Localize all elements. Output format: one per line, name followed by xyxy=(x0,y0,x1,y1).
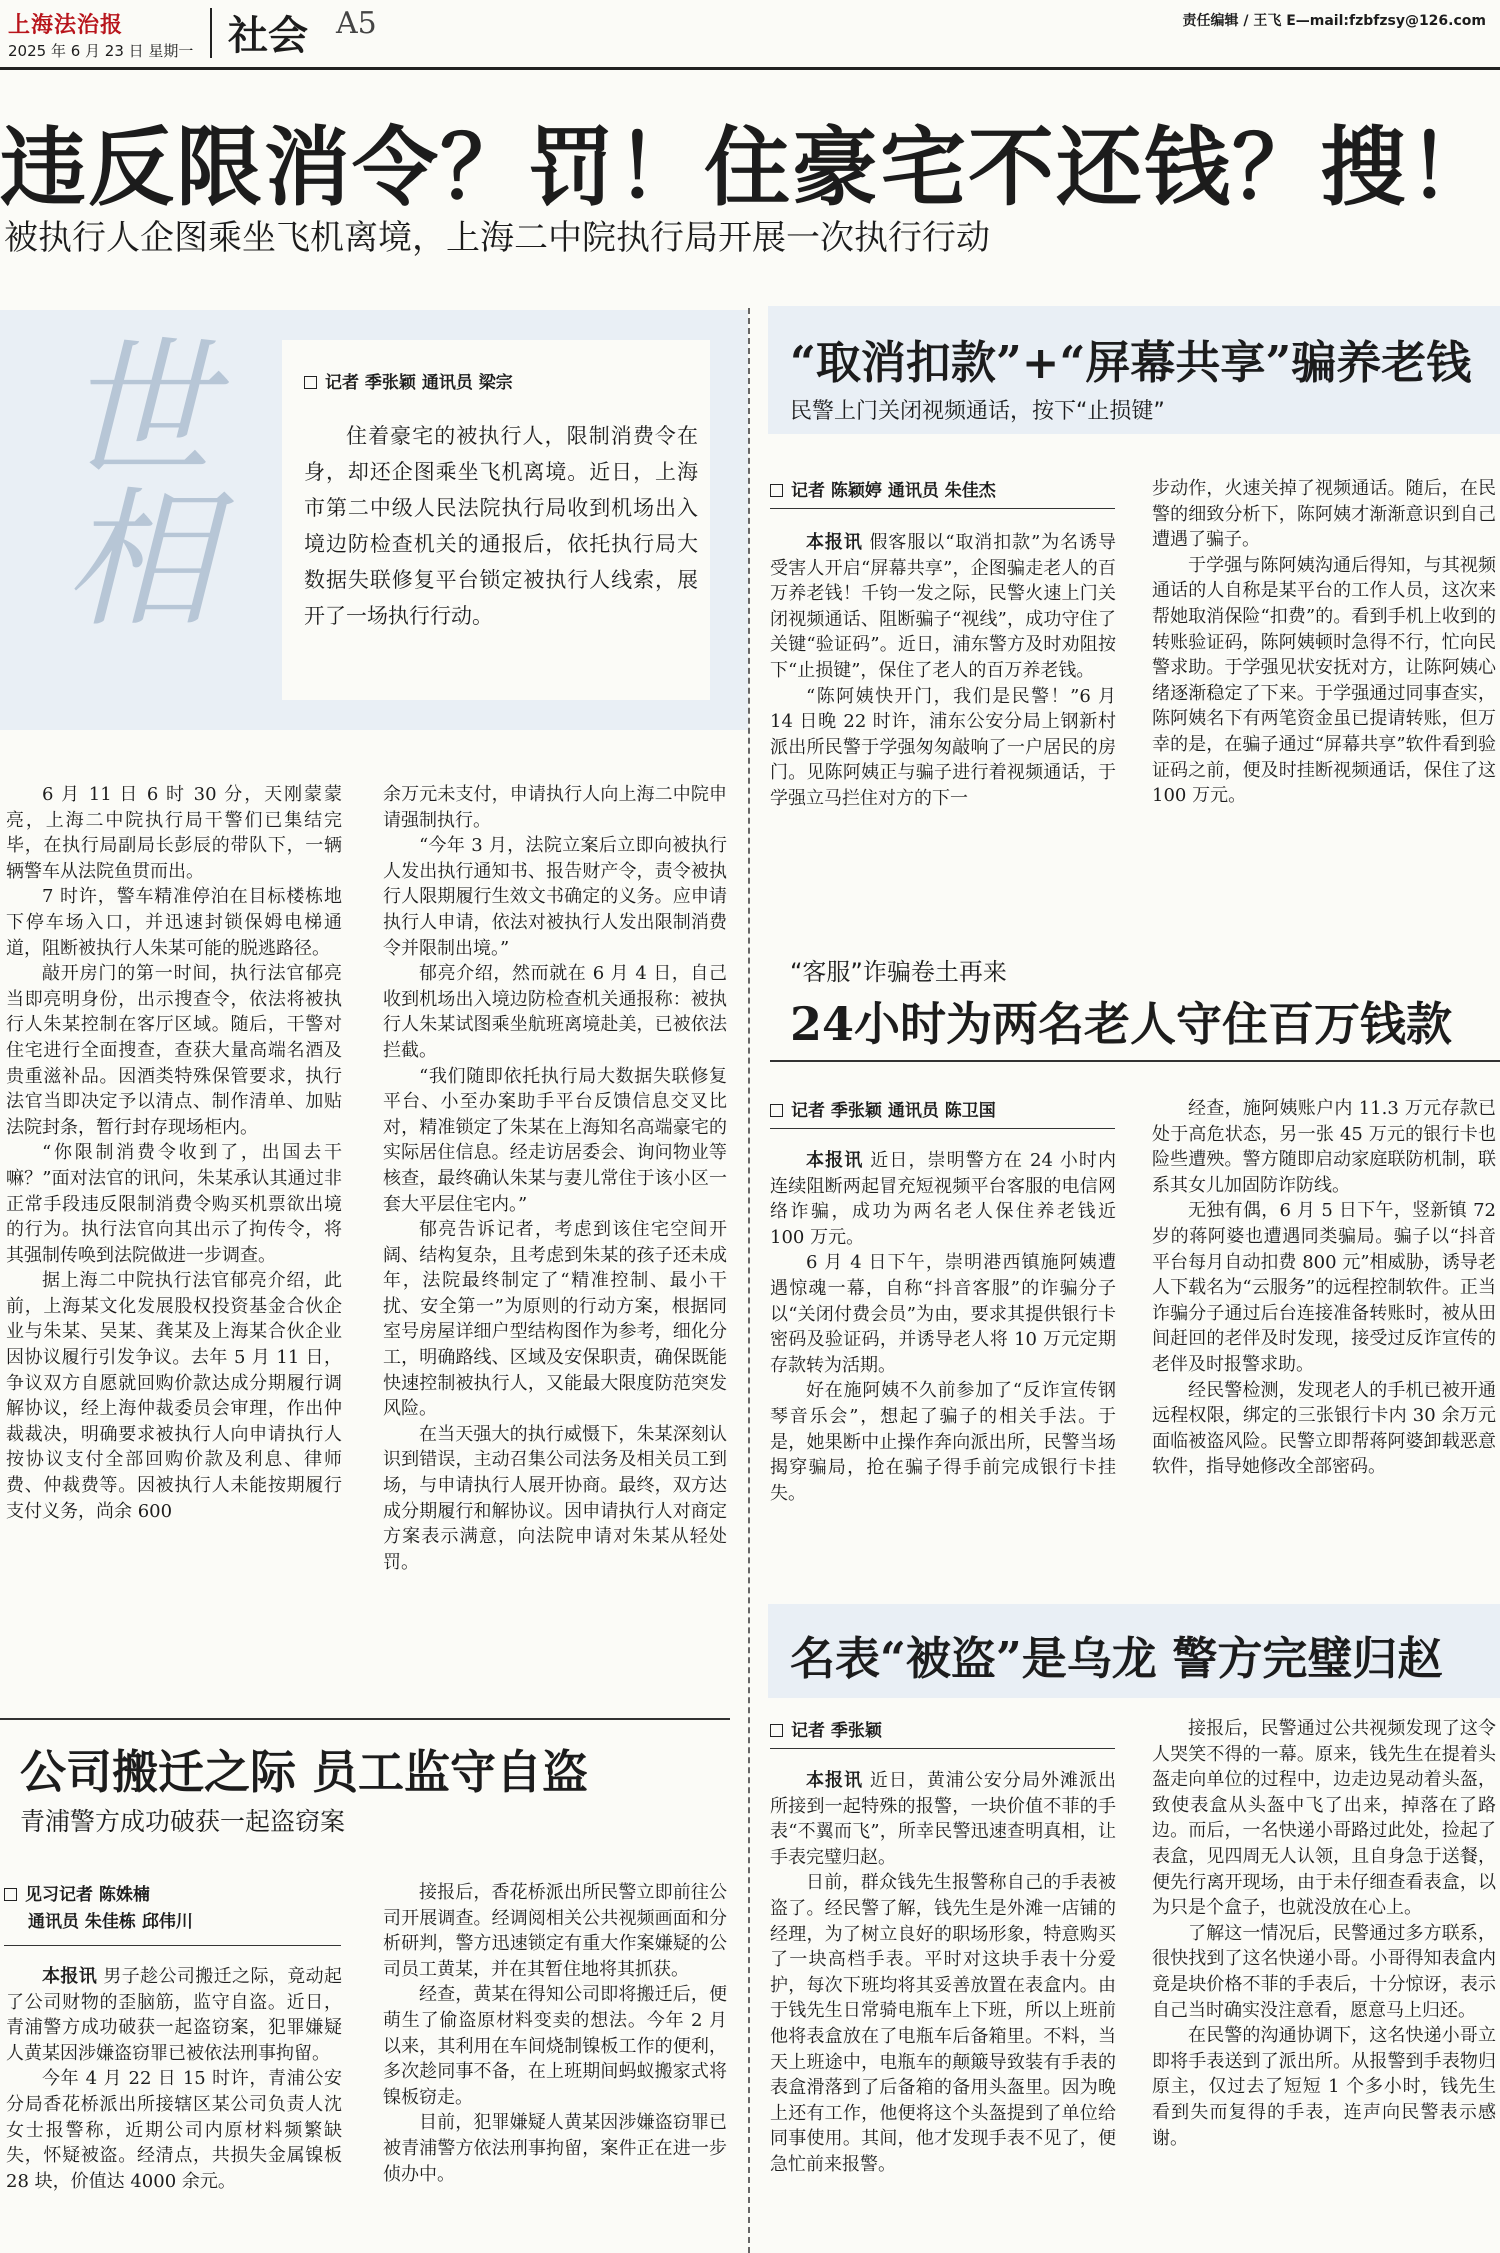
lead-summary-card xyxy=(282,340,710,700)
story-c-byline-rule xyxy=(4,1945,341,1946)
byline-square-icon xyxy=(4,1888,17,1901)
story-d-col2 xyxy=(1152,1716,1496,2151)
story-b-kicker: “客服”诈骗卷土再来 xyxy=(790,958,1007,986)
paragraph: 目前，犯罪嫌疑人黄某因涉嫌盗窃罪已被青浦警方依法刑事拘留，案件正在进一步侦办中。 xyxy=(383,2112,727,2185)
masthead-divider xyxy=(210,8,212,58)
paragraph: 步动作，火速关掉了视频通话。随后，在民警的细致分析下，陈阿姨才渐渐意识到自己遭遇了骗子。 xyxy=(1152,478,1496,551)
paragraph: “你限制消费令收到了，出国去干嘛？”面对法官的讯问，朱某承认其通过非正常手段违反限制消费令购买机票欲出境的行为。执行法官向其出示了拘传令，将其强制传唤到法院做进一步调查。 xyxy=(6,1142,342,1266)
editor-credit: 责任编辑 / 王飞 E—mail:fzbfzsy@126.com xyxy=(1182,13,1486,29)
paragraph: 6 月 11 日 6 时 30 分，天刚蒙蒙亮，上海二中院执行局干警们已集结完毕，在执行局副局长彭辰的带队下，一辆辆警车从法院鱼贯而出。 xyxy=(6,784,342,882)
paragraph: “今年 3 月，法院立案后立即向被执行人发出执行通知书、报告财产令，责令被执行人限期履行生效文书确定的义务。应申请执行人申请，依法对被执行人发出限制消费令并限制出境。” xyxy=(383,835,727,959)
story-c-headline: 公司搬迁之际 员工监守自盗 xyxy=(20,1745,589,1799)
story-c-top-rule xyxy=(0,1718,730,1720)
dateline-label: 本报讯 xyxy=(42,1966,98,1987)
paragraph: 了解这一情况后，民警通过多方联系，很快找到了这名快递小哥。小哥得知表盒内竟是块价格不菲的手表后，十分惊讶，表示自己当时确实没注意看，愿意马上归还。 xyxy=(1152,1922,1496,2021)
story-d-headline: 名表“被盗”是乌龙 警方完璧归赵 xyxy=(790,1632,1443,1685)
lead-summary-box xyxy=(0,310,748,730)
paragraph: 在民警的沟通协调下，这名快递小哥立即将手表送到了派出所。从报警到手表物归原主，仅过去了短短 1 个多小时，钱先生看到失而复得的手表，连声向民警表示感谢。 xyxy=(1152,2025,1496,2149)
lead-summary: 住着豪宅的被执行人，限制消费令在身，却还企图乘坐飞机离境。近日，上海市第二中级人民法院执行局收到机场出入境边防检查机关的通报后，依托执行局大数据失联修复平台锁定被执行人线索，展开了一场执行行动。 xyxy=(304,424,698,628)
story-b-top-rule xyxy=(770,1060,1500,1062)
masthead-rule xyxy=(0,67,1500,70)
story-c-subhead: 青浦警方成功破获一起盗窃案 xyxy=(20,1807,346,1836)
story-b-col1 xyxy=(770,1148,1116,1506)
paragraph: “陈阿姨快开门，我们是民警！”6 月 14 日晚 22 时许，浦东公安分局上钢新村派出所民警于学强匆匆敲响了一户居民的房门。见陈阿姨正与骗子进行着视频通话，于学强立马拦住对方的下一 xyxy=(770,685,1116,809)
dateline-label: 本报讯 xyxy=(806,532,863,553)
story-a-byline-rule xyxy=(770,508,1115,509)
lead-headline: 违反限消令？罚！住豪宅不还钱？搜！ xyxy=(0,117,1496,218)
lead-body-col2 xyxy=(383,782,727,1575)
lead-body-col1 xyxy=(6,782,342,1524)
paragraph: 郁亮介绍，然而就在 6 月 4 日，自己收到机场出入境边防检查机关通报称：被执行人朱某试图乘坐航班离境赴美，已被依法拦截。 xyxy=(383,963,727,1061)
paragraph: 6 月 4 日下午，崇明港西镇施阿姨遭遇惊魂一幕，自称“抖音客服”的诈骗分子以“关闭付费会员”为由，要求其提供银行卡密码及验证码，并诱导老人将 10 万元定期存款转为活期。 xyxy=(770,1252,1116,1376)
paragraph: 敲开房门的第一时间，执行法官郁亮当即亮明身份，出示搜查令，依法将被执行人朱某控制在客厅区域。随后，干警对住宅进行全面搜查，查获大量高端名酒及贵重滋补品。因酒类特殊保管要求，执行法官当即决定予以清点、制作清单、加贴法院封条，暂行封存现场柜内。 xyxy=(6,963,342,1138)
byline-square-icon xyxy=(770,1724,783,1737)
lead-subhead: 被执行人企图乘坐飞机离境，上海二中院执行局开展一次执行行动 xyxy=(4,218,990,258)
story-a-subhead: 民警上门关闭视频通话，按下“止损键” xyxy=(790,399,1165,424)
story-a-headline: “取消扣款”+“屏幕共享”骗养老钱 xyxy=(790,336,1472,389)
paragraph: 今年 4 月 22 日 15 时许，青浦公安分局香花桥派出所接辖区某公司负责人沈女士报警称，近期公司内原材料频繁缺失，怀疑被盗。经清点，共损失金属镍板 28 块，价值达 4000 余元。 xyxy=(6,2068,342,2192)
story-c-col1 xyxy=(6,1964,342,2194)
paragraph: 好在施阿姨不久前参加了“反诈宣传钢琴音乐会”，想起了骗子的相关手法。于是，她果断中止操作奔向派出所，民警当场揭穿骗局，抢在骗子得手前完成银行卡挂失。 xyxy=(770,1380,1116,1504)
story-d-byline-rule xyxy=(770,1748,1115,1749)
story-d-col1 xyxy=(770,1768,1116,2178)
story-c-byline: 见习记者 陈姝楠 通讯员 朱佳栋 邱伟川 xyxy=(4,1882,354,1936)
byline-square-icon xyxy=(770,1104,783,1117)
story-d-byline: 记者 季张颖 xyxy=(770,1716,882,1741)
column-label-shiXiang: 世相 xyxy=(38,330,212,630)
paragraph: 据上海二中院执行法官郁亮介绍，此前，上海某文化发展股权投资基金合伙企业与朱某、吴某、龚某及上海某合伙企业因协议履行引发争议。去年 5 月 11 日，争议双方自愿就回购价款达成分期履行调解协议，经上海仲裁委员会审理，作出仲裁裁决，明确要求被执行人向申请执行人按协议支付全部回购价款及利息、律师费、仲裁费等。因被执行人未能按期履行支付义务，尚余 600 xyxy=(6,1270,342,1522)
paragraph: “我们随即依托执行局大数据失联修复平台、小至办案助手平台反馈信息交叉比对，精准锁定了朱某在上海知名高端豪宅的实际居住信息。经走访居委会、询问物业等核查，最终确认朱某与妻儿常住于该小区一套大平层住宅内。” xyxy=(383,1065,727,1215)
story-b-col2 xyxy=(1152,1096,1496,1480)
story-b-headline: 24小时为两名老人守住百万钱款 xyxy=(790,997,1453,1051)
paragraph: 于学强与陈阿姨沟通后得知，与其视频通话的人自称是某平台的工作人员，这次来帮她取消保险“扣费”的。看到手机上收到的转账验证码，陈阿姨顿时急得不行，忙向民警求助。于学强见状安抚对方，让陈阿姨心绪逐渐稳定了下来。于学强通过同事查实，陈阿姨名下有两笔资金虽已提请转账，但万幸的是，在骗子通过“屏幕共享”软件看到验证码之前，便及时挂断视频通话，保住了这 100 万元。 xyxy=(1152,554,1496,807)
page-number: A5 xyxy=(336,6,377,41)
paragraph: 余万元未支付，申请执行人向上海二中院申请强制执行。 xyxy=(383,784,727,831)
paragraph: 本报讯 假客服以“取消扣款”为名诱导受害人开启“屏幕共享”，企图骗走老人的百万养老钱！千钧一发之际，民警火速上门关闭视频通话、阻断骗子“视线”，成功守住了关键“验证码”。近日，浦东警方及时劝阻按下“止损键”，保住了老人的百万养老钱。 xyxy=(770,532,1116,681)
story-b-byline: 记者 季张颖 通讯员 陈卫国 xyxy=(770,1096,996,1121)
dateline-label: 本报讯 xyxy=(806,1770,864,1791)
paragraph: 在当天强大的执行威慑下，朱某深刻认识到错误，主动召集公司法务及相关员工到场，与申请执行人展开协商。最终，双方达成分期履行和解协议。因申请执行人对商定方案表示满意，向法院申请对朱某从轻处罚。 xyxy=(383,1423,727,1573)
newspaper-logo: 上海法治报 xyxy=(8,12,124,38)
paragraph: 7 时许，警车精准停泊在目标楼栋地下停车场入口，并迅速封锁保姆电梯通道，阻断被执行人朱某可能的脱逃路径。 xyxy=(6,886,342,959)
story-c-col2 xyxy=(383,1880,727,2187)
story-a-col1 xyxy=(770,530,1116,812)
paragraph: 经查，施阿姨账户内 11.3 万元存款已处于高危状态，另一张 45 万元的银行卡也险些遭殃。警方随即启动家庭联防机制，联系其女儿加固防诈防线。 xyxy=(1152,1098,1496,1196)
column-separator xyxy=(748,308,750,2253)
paragraph: 本报讯 近日，黄浦公安分局外滩派出所接到一起特殊的报警，一块价值不菲的手表“不翼而飞”，所幸民警迅速查明真相，让手表完璧归赵。 xyxy=(770,1770,1117,1868)
paragraph: 本报讯 男子趁公司搬迁之际，竟动起了公司财物的歪脑筋，监守自盗。近日，青浦警方成功破获一起盗窃案，犯罪嫌疑人黄某因涉嫌盗窃罪已被依法刑事拘留。 xyxy=(6,1966,343,2064)
paragraph: 经查，黄某在得知公司即将搬迁后，便萌生了偷盗原材料变卖的想法。今年 2 月以来，其利用在车间烧制镍板工作的便利，多次趁同事不备，在上班期间蚂蚁搬家式将镍板窃走。 xyxy=(383,1984,727,2108)
dateline-label: 本报讯 xyxy=(806,1150,864,1171)
paragraph: 郁亮告诉记者，考虑到该住宅空间开阔、结构复杂，且考虑到朱某的孩子还未成年，法院最终制定了“精准控制、最小干扰、安全第一”为原则的行动方案，根据同室号房屋详细户型结构图作为参考，细化分工，明确路线、区域及安保职责，确保既能快速控制被执行人，又能最大限度防范突发风险。 xyxy=(383,1219,727,1420)
story-b-byline-rule xyxy=(770,1128,1115,1129)
issue-date: 2025 年 6 月 23 日 星期一 xyxy=(8,42,194,60)
paragraph: 日前，群众钱先生报警称自己的手表被盗了。经民警了解，钱先生是外滩一店铺的经理，为了树立良好的职场形象，特意购买了一块高档手表。平时对这块手表十分爱护，每次下班均将其妥善放置在表盒内。由于钱先生日常骑电瓶车上下班，所以上班前他将表盒放在了电瓶车后备箱里。不料，当天上班途中，电瓶车的颠簸导致装有手表的表盒滑落到了后备箱的备用头盔里。因为晚上还有工作，他便将这个头盔提到了单位给同事使用。其间，他才发现手表不见了，便急忙前来报警。 xyxy=(770,1872,1116,2175)
story-a-col2 xyxy=(1152,476,1496,809)
paragraph: 本报讯 近日，崇明警方在 24 小时内连续阻断两起冒充短视频平台客服的电信网络诈骗，成功为两名老人保住养老钱近 100 万元。 xyxy=(770,1150,1116,1248)
paragraph: 无独有偶，6 月 5 日下午，竖新镇 72 岁的蒋阿婆也遭遇同类骗局。骗子以“抖音平台每月自动扣费 800 元”相威胁，诱导老人下载名为“云服务”的远程控制软件。正当诈骗分子通过后台连接准备转账时，被从田间赶回的老伴及时发现，接受过反诈宣传的老伴及时报警求助。 xyxy=(1152,1200,1496,1375)
paragraph: 接报后，民警通过公共视频发现了这令人哭笑不得的一幕。原来，钱先生在提着头盔走向单位的过程中，边走边晃动着头盔，致使表盒从头盔中飞了出来，掉落在了路边。而后，一名快递小哥路过此处，捡起了表盒，见四周无人认领，且自身急于送餐，便先行离开现场，由于未仔细查看表盒，以为只是个盒子，也就没放在心上。 xyxy=(1152,1718,1496,1919)
lead-byline: 记者 季张颖 通讯员 梁宗 xyxy=(304,368,513,393)
byline-square-icon xyxy=(770,484,783,497)
paragraph: 接报后，香花桥派出所民警立即前往公司开展调查。经调阅相关公共视频画面和分析研判，警方迅速锁定有重大作案嫌疑的公司员工黄某，并在其暂住地将其抓获。 xyxy=(383,1882,727,1980)
section-name: 社会 xyxy=(228,13,308,59)
paragraph: 经民警检测，发现老人的手机已被开通远程权限，绑定的三张银行卡内 30 余万元面临被盗风险。民警立即帮蒋阿婆卸载恶意软件，指导她修改全部密码。 xyxy=(1152,1379,1496,1478)
byline-square-icon xyxy=(304,376,317,389)
story-a-byline: 记者 陈颖婷 通讯员 朱佳杰 xyxy=(770,476,996,501)
